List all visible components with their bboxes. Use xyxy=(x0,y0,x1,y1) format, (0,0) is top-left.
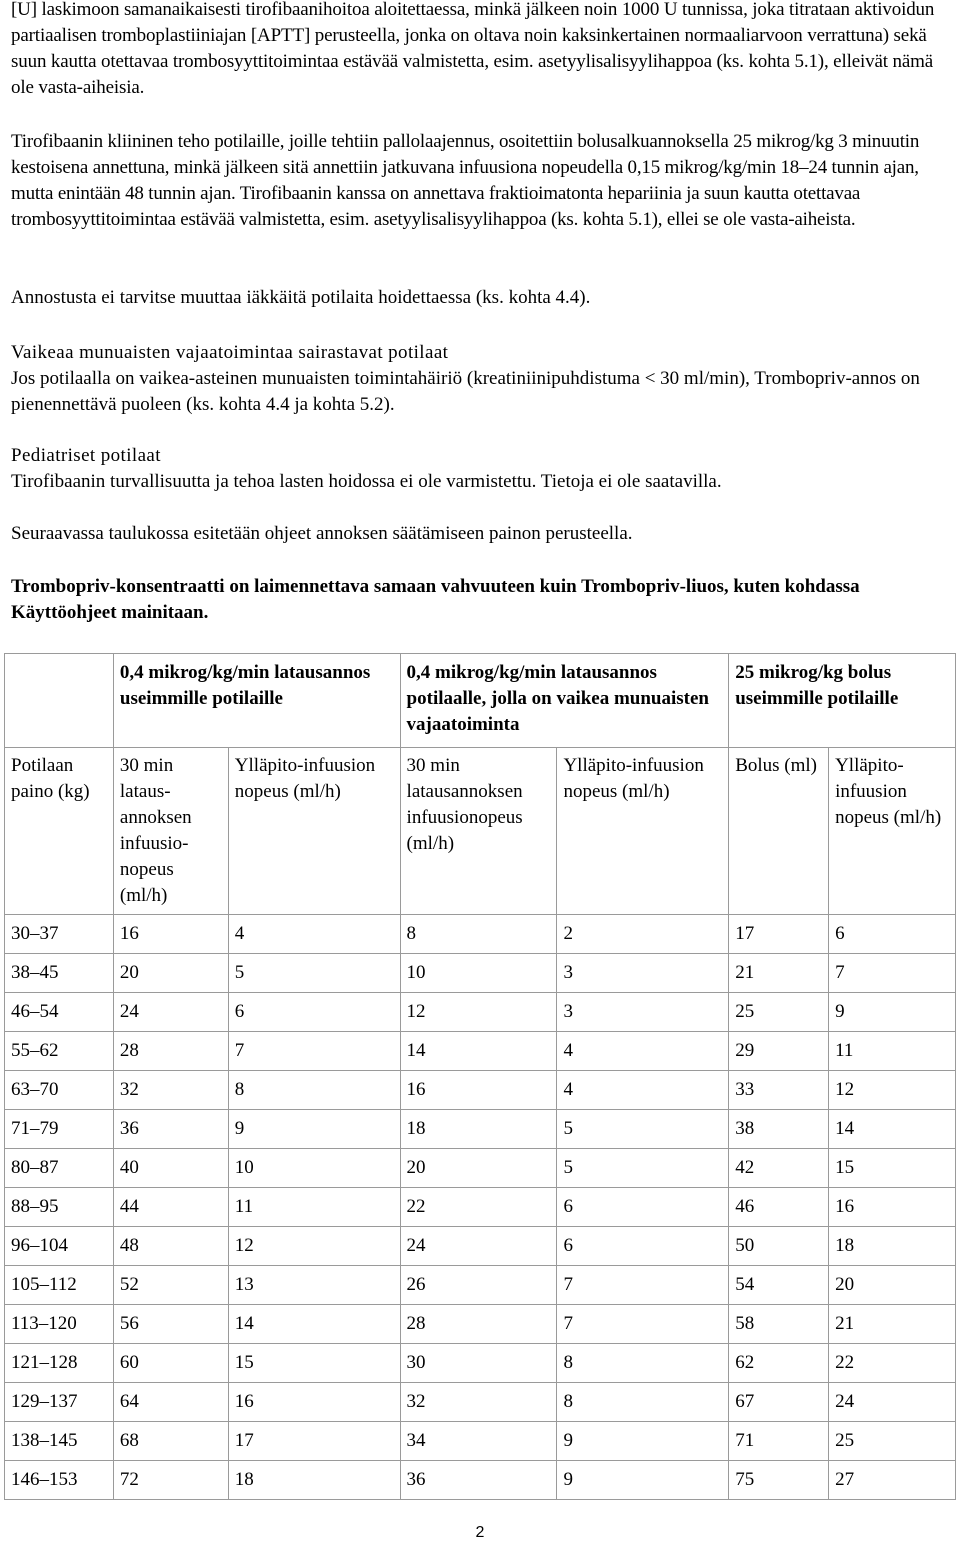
table-cell: 10 xyxy=(228,1149,400,1188)
table-cell: 56 xyxy=(113,1305,228,1344)
table-cell: 6 xyxy=(557,1188,729,1227)
table-row xyxy=(5,1188,956,1227)
table-cell: 121–128 xyxy=(5,1344,114,1383)
table-row xyxy=(5,1032,956,1071)
table-cell: 72 xyxy=(113,1461,228,1500)
table-cell: 9 xyxy=(557,1422,729,1461)
table-cell: 44 xyxy=(113,1188,228,1227)
table-cell: 21 xyxy=(829,1305,956,1344)
table-cell: 9 xyxy=(557,1461,729,1500)
table-row xyxy=(5,1305,956,1344)
table-cell: 10 xyxy=(400,954,557,993)
table-cell: 12 xyxy=(829,1071,956,1110)
table-cell: 6 xyxy=(228,993,400,1032)
table-cell: 64 xyxy=(113,1383,228,1422)
table-cell: 14 xyxy=(228,1305,400,1344)
dosing-table xyxy=(4,653,956,1500)
table-cell: 5 xyxy=(228,954,400,993)
table-group-header-standard-loading: 0,4 mikrog/kg/min latausannos useimmille potilaille xyxy=(113,654,400,748)
table-cell: 28 xyxy=(400,1305,557,1344)
column-header-renal-loading-rate: 30 min latausannoksen infuusionopeus (ml/h) xyxy=(400,748,557,915)
column-header-loading-rate: 30 min lataus-annoksen infuusio-nopeus (ml/h) xyxy=(113,748,228,915)
table-cell: 42 xyxy=(729,1149,829,1188)
table-cell: 22 xyxy=(400,1188,557,1227)
table-cell: 7 xyxy=(228,1032,400,1071)
table-row xyxy=(5,1383,956,1422)
text-renal-impairment: Jos potilaalla on vaikea-asteinen munuaisten toimintahäiriö (kreatiniinipuhdistuma < 30 ml/min), Trombopriv-annos on pienennettävä puoleen (ks. kohta 4.4 ja kohta 5.2). xyxy=(11,368,920,415)
table-row xyxy=(5,954,956,993)
table-cell: 46–54 xyxy=(5,993,114,1032)
table-cell: 55–62 xyxy=(5,1032,114,1071)
table-cell: 146–153 xyxy=(5,1461,114,1500)
table-cell: 16 xyxy=(400,1071,557,1110)
section-pediatric xyxy=(11,443,951,495)
table-cell: 68 xyxy=(113,1422,228,1461)
table-cell: 16 xyxy=(228,1383,400,1422)
column-header-weight: Potilaan paino (kg) xyxy=(5,748,114,915)
table-cell: 17 xyxy=(729,915,829,954)
table-cell: 5 xyxy=(557,1149,729,1188)
table-cell: 18 xyxy=(829,1227,956,1266)
table-cell: 7 xyxy=(557,1305,729,1344)
table-cell: 2 xyxy=(557,915,729,954)
paragraph-table-intro: Seuraavassa taulukossa esitetään ohjeet annoksen säätämiseen painon perusteella. xyxy=(11,523,633,544)
table-cell: 20 xyxy=(113,954,228,993)
table-cell: 71–79 xyxy=(5,1110,114,1149)
table-row xyxy=(5,1344,956,1383)
page-number: 2 xyxy=(475,1524,485,1541)
table-cell: 29 xyxy=(729,1032,829,1071)
table-cell: 32 xyxy=(400,1383,557,1422)
table-cell: 30 xyxy=(400,1344,557,1383)
column-header-renal-maintenance-rate: Ylläpito-infuusion nopeus (ml/h) xyxy=(557,748,729,915)
table-cell: 58 xyxy=(729,1305,829,1344)
paragraph-dilution-note: Trombopriv-konsentraatti on laimennettava samaan vahvuuteen kuin Trombopriv-liuos, kuten kohdassa Käyttöohjeet mainitaan. xyxy=(11,576,860,623)
table-cell: 96–104 xyxy=(5,1227,114,1266)
table-cell: 9 xyxy=(829,993,956,1032)
table-cell: 7 xyxy=(829,954,956,993)
table-cell: 15 xyxy=(228,1344,400,1383)
table-cell: 36 xyxy=(400,1461,557,1500)
table-cell: 105–112 xyxy=(5,1266,114,1305)
paragraph-clinical-efficacy: Tirofibaanin kliininen teho potilaille, joille tehtiin pallolaajennus, osoitettiin bolusalkuannoksella 25 mikrog/kg 3 minuutin kestoisena annettuna, minkä jälkeen sitä annettiin jatkuvana infuusiona nopeudella 0,15 mikrog/kg/min 18–24 tunnin ajan, mutta enintään 48 tunnin ajan. Tirofibaanin kanssa on annettava fraktioimatonta hepariinia ja suun kautta otettavaa trombosyyttitoimintaa estävää valmistetta, esim. asetyylisalisyylihappoa (ks. kohta 5.1), ellei se ole vasta-aiheista. xyxy=(11,131,920,230)
table-cell: 54 xyxy=(729,1266,829,1305)
column-header-maintenance-rate: Ylläpito-infuusion nopeus (ml/h) xyxy=(228,748,400,915)
table-cell: 14 xyxy=(829,1110,956,1149)
table-cell: 8 xyxy=(400,915,557,954)
table-cell: 20 xyxy=(829,1266,956,1305)
table-cell: 22 xyxy=(829,1344,956,1383)
paragraph-elderly: Annostusta ei tarvitse muuttaa iäkkäitä potilaita hoidettaessa (ks. kohta 4.4). xyxy=(11,287,591,308)
table-cell: 16 xyxy=(113,915,228,954)
table-cell: 32 xyxy=(113,1071,228,1110)
table-cell: 33 xyxy=(729,1071,829,1110)
table-cell: 20 xyxy=(400,1149,557,1188)
table-cell: 12 xyxy=(228,1227,400,1266)
table-cell: 38 xyxy=(729,1110,829,1149)
table-cell: 88–95 xyxy=(5,1188,114,1227)
table-cell: 113–120 xyxy=(5,1305,114,1344)
table-cell: 21 xyxy=(729,954,829,993)
table-cell: 6 xyxy=(829,915,956,954)
table-cell: 60 xyxy=(113,1344,228,1383)
table-row xyxy=(5,1422,956,1461)
table-row xyxy=(5,1071,956,1110)
table-cell: 11 xyxy=(829,1032,956,1071)
table-row xyxy=(5,1149,956,1188)
table-cell: 5 xyxy=(557,1110,729,1149)
table-cell: 8 xyxy=(228,1071,400,1110)
table-cell: 16 xyxy=(829,1188,956,1227)
table-cell: 9 xyxy=(228,1110,400,1149)
table-group-header-renal-loading: 0,4 mikrog/kg/min latausannos potilaalle, jolla on vaikea munuaisten vajaatoiminta xyxy=(400,654,729,748)
table-cell: 50 xyxy=(729,1227,829,1266)
table-cell: 24 xyxy=(400,1227,557,1266)
table-cell: 34 xyxy=(400,1422,557,1461)
table-cell: 7 xyxy=(557,1266,729,1305)
text-pediatric: Tirofibaanin turvallisuutta ja tehoa lasten hoidossa ei ole varmistettu. Tietoja ei ole saatavilla. xyxy=(11,471,722,492)
table-cell: 48 xyxy=(113,1227,228,1266)
table-cell: 75 xyxy=(729,1461,829,1500)
table-cell: 40 xyxy=(113,1149,228,1188)
table-cell: 11 xyxy=(228,1188,400,1227)
table-cell: 18 xyxy=(228,1461,400,1500)
table-row xyxy=(5,1110,956,1149)
table-cell: 15 xyxy=(829,1149,956,1188)
table-row xyxy=(5,1227,956,1266)
table-cell: 24 xyxy=(113,993,228,1032)
column-header-bolus: Bolus (ml) xyxy=(729,748,829,915)
table-cell: 36 xyxy=(113,1110,228,1149)
table-cell: 3 xyxy=(557,993,729,1032)
column-header-bolus-maintenance-rate: Ylläpito-infuusion nopeus (ml/h) xyxy=(829,748,956,915)
table-cell: 26 xyxy=(400,1266,557,1305)
table-cell: 52 xyxy=(113,1266,228,1305)
table-cell: 4 xyxy=(557,1071,729,1110)
table-cell: 71 xyxy=(729,1422,829,1461)
table-cell: 24 xyxy=(829,1383,956,1422)
table-cell: 129–137 xyxy=(5,1383,114,1422)
table-header-empty xyxy=(5,654,114,748)
table-column-header-row xyxy=(5,748,956,915)
table-row xyxy=(5,915,956,954)
table-cell: 13 xyxy=(228,1266,400,1305)
table-cell: 62 xyxy=(729,1344,829,1383)
section-renal-impairment xyxy=(11,340,951,418)
table-cell: 27 xyxy=(829,1461,956,1500)
table-cell: 6 xyxy=(557,1227,729,1266)
table-cell: 30–37 xyxy=(5,915,114,954)
table-cell: 18 xyxy=(400,1110,557,1149)
table-row xyxy=(5,1266,956,1305)
table-cell: 8 xyxy=(557,1344,729,1383)
table-cell: 14 xyxy=(400,1032,557,1071)
table-row xyxy=(5,993,956,1032)
table-group-header-bolus: 25 mikrog/kg bolus useimmille potilaille xyxy=(729,654,956,748)
paragraph-heparin-dosing: [U] laskimoon samanaikaisesti tirofibaanihoitoa aloitettaessa, minkä jälkeen noin 1000 U tunnissa, joka titrataan aktivoidun partiaalisen tromboplastiiniajan [APTT] perusteella, jonka on oltava noin kaksinkertainen normaaliarvoon verrattuna) sekä suun kautta otettavaa trombosyyttitoimintaa estävää valmistetta, esim. asetyylisalisyylihappoa (ks. kohta 5.1), elleivät nämä ole vasta-aiheisia. xyxy=(11,0,935,98)
table-row xyxy=(5,1461,956,1500)
table-cell: 12 xyxy=(400,993,557,1032)
table-cell: 25 xyxy=(829,1422,956,1461)
table-cell: 25 xyxy=(729,993,829,1032)
heading-pediatric: Pediatriset potilaat xyxy=(11,445,161,466)
table-cell: 3 xyxy=(557,954,729,993)
table-cell: 138–145 xyxy=(5,1422,114,1461)
table-group-header-row xyxy=(5,654,956,748)
table-cell: 28 xyxy=(113,1032,228,1071)
table-cell: 38–45 xyxy=(5,954,114,993)
table-cell: 17 xyxy=(228,1422,400,1461)
heading-renal-impairment: Vaikeaa munuaisten vajaatoimintaa sairastavat potilaat xyxy=(11,342,449,363)
table-cell: 67 xyxy=(729,1383,829,1422)
table-cell: 8 xyxy=(557,1383,729,1422)
table-cell: 46 xyxy=(729,1188,829,1227)
table-cell: 4 xyxy=(228,915,400,954)
table-cell: 4 xyxy=(557,1032,729,1071)
table-cell: 80–87 xyxy=(5,1149,114,1188)
table-cell: 63–70 xyxy=(5,1071,114,1110)
